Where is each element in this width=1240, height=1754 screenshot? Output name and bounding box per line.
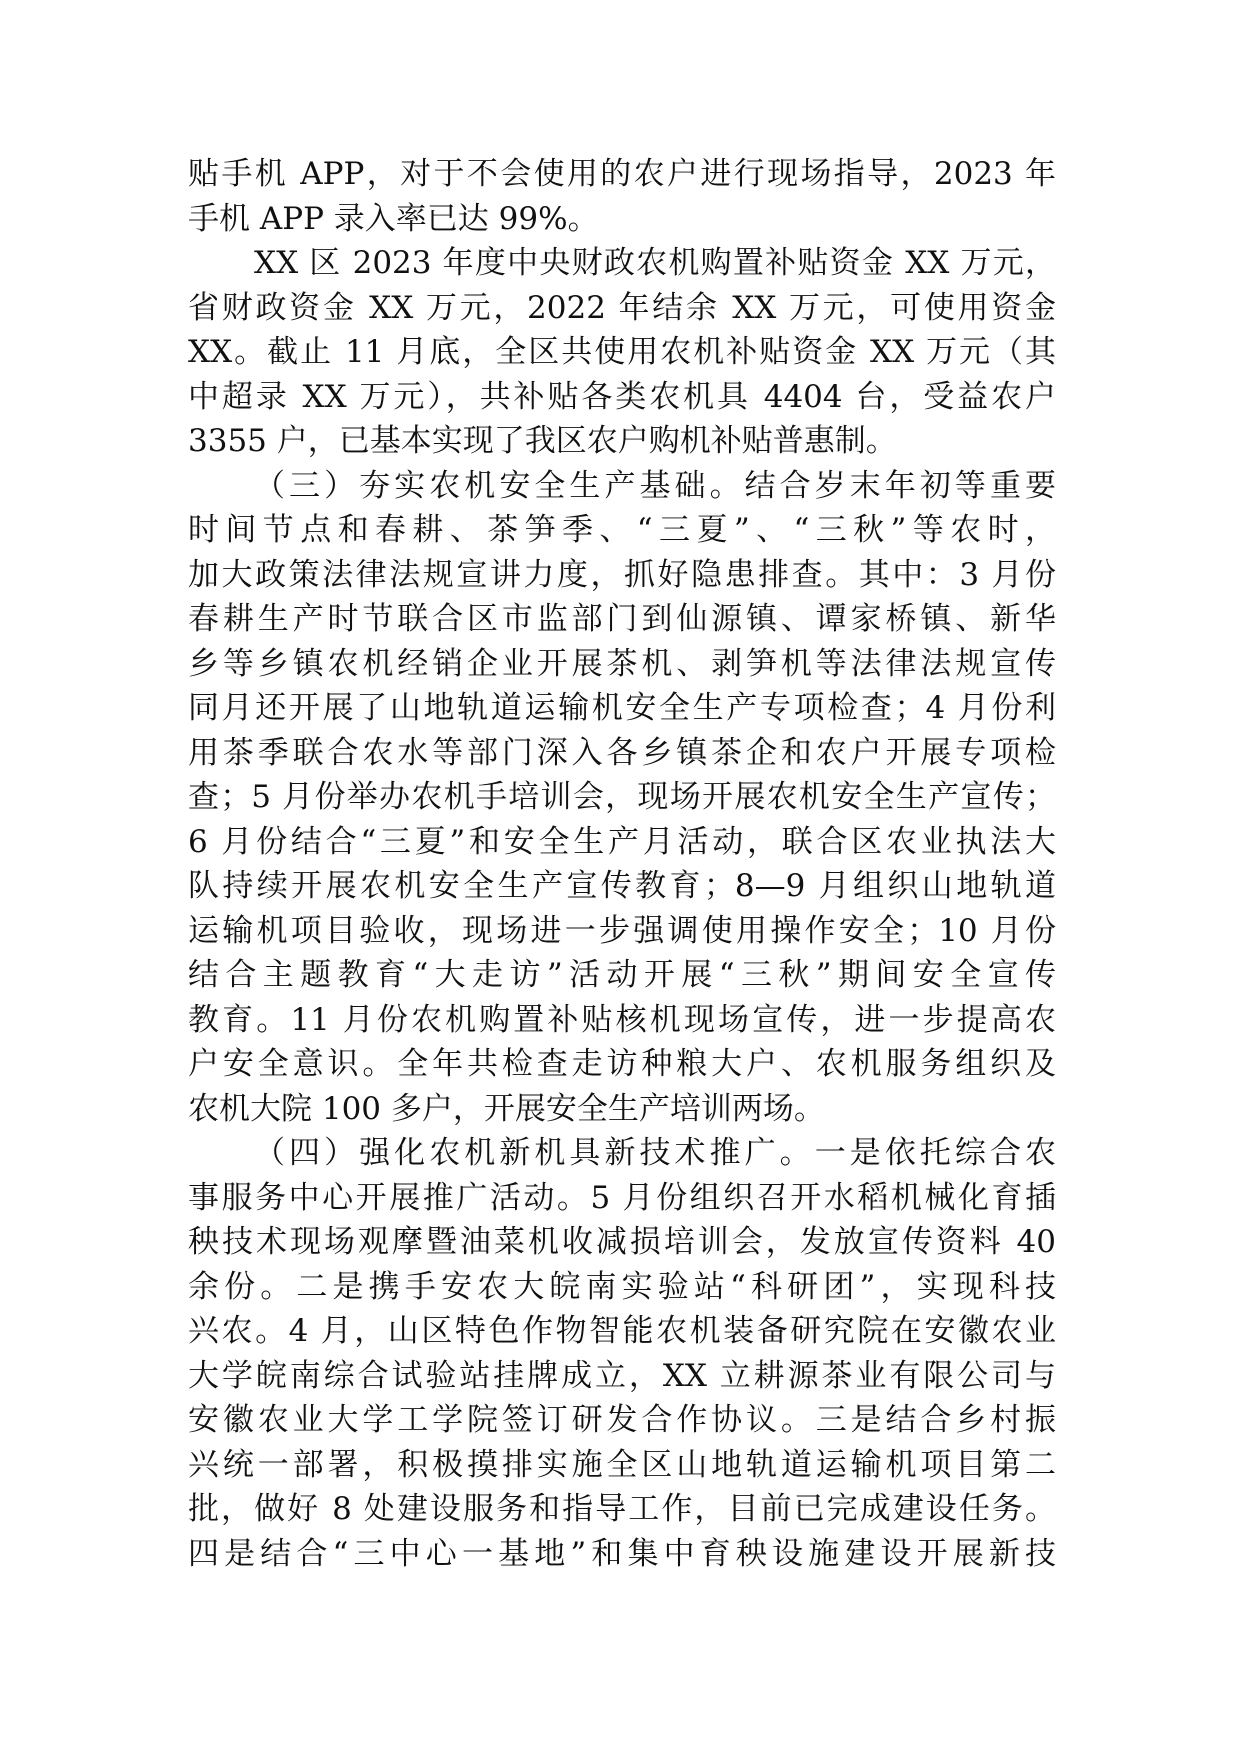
text-line: 秧技术现场观摩暨油菜机收减损培训会，发放宣传资料 40 — [188, 1224, 1056, 1260]
text-line: 中超录 XX 万元），共补贴各类农机具 4404 台，受益农户 — [188, 378, 1056, 415]
text-line: 教育。11 月份农机购置补贴核机现场宣传，进一步提高农 — [188, 1001, 1056, 1038]
text-line: 农机大院 100 多户，开展安全生产培训两场。 — [188, 1090, 825, 1127]
document-body — [188, 152, 1056, 1576]
text-line: 手机 APP 录入率已达 99%。 — [188, 200, 599, 237]
text-line: 结合主题教育“大走访”活动开展“三秋”期间安全宣传 — [188, 957, 1056, 993]
text-line: 批，做好 8 处建设服务和指导工作，目前已完成建设任务。 — [188, 1491, 1056, 1527]
text-line: 事服务中心开展推广活动。5 月份组织召开水稻机械化育插 — [188, 1179, 1056, 1216]
text-line: 安徽农业大学工学院签订研发合作协议。三是结合乡村振 — [188, 1402, 1056, 1438]
text-line: 用茶季联合农水等部门深入各乡镇茶企和农户开展专项检 — [188, 734, 1056, 771]
text-line: 时间节点和春耕、茶笋季、“三夏”、“三秋”等农时， — [188, 512, 1056, 548]
text-line: XX 区 2023 年度中央财政农机购置补贴资金 XX 万元， — [254, 245, 1056, 281]
text-line: 贴手机 APP，对于不会使用的农户进行现场指导，2023 年 — [188, 156, 1056, 192]
text-line: 余份。二是携手安农大皖南实验站“科研团”，实现科技 — [188, 1268, 1056, 1305]
text-line: 3355 户，已基本实现了我区农户购机补贴普惠制。 — [188, 423, 897, 459]
text-line: 大学皖南综合试验站挂牌成立，XX 立耕源茶业有限公司与 — [188, 1357, 1056, 1394]
text-line: XX。截止 11 月底，全区共使用农机补贴资金 XX 万元（其 — [188, 334, 1056, 370]
text-line: 四是结合“三中心一基地”和集中育秧设施建设开展新技 — [188, 1535, 1056, 1572]
text-line: 同月还开展了山地轨道运输机安全生产专项检查；4 月份利 — [188, 690, 1056, 726]
text-line: 运输机项目验收，现场进一步强调使用操作安全；10 月份 — [188, 912, 1056, 949]
text-line: （四）强化农机新机具新技术推广。一是依托综合农 — [254, 1135, 1056, 1171]
text-line: 兴农。4 月，山区特色作物智能农机装备研究院在安徽农业 — [188, 1313, 1056, 1349]
text-line: （三）夯实农机安全生产基础。结合岁末年初等重要 — [254, 467, 1056, 504]
text-line: 加大政策法律法规宣讲力度，抓好隐患排查。其中：3 月份 — [188, 556, 1056, 593]
text-line: 查；5 月份举办农机手培训会，现场开展农机安全生产宣传； — [188, 779, 1056, 815]
text-line: 兴统一部署，积极摸排实施全区山地轨道运输机项目第二 — [188, 1446, 1056, 1483]
text-line: 乡等乡镇农机经销企业开展茶机、剥笋机等法律法规宣传 — [188, 645, 1056, 682]
text-line: 队持续开展农机安全生产宣传教育；8—9 月组织山地轨道 — [188, 868, 1056, 904]
text-line: 6 月份结合“三夏”和安全生产月活动，联合区农业执法大 — [188, 823, 1056, 860]
text-line: 省财政资金 XX 万元，2022 年结余 XX 万元，可使用资金 — [188, 289, 1056, 326]
text-line: 春耕生产时节联合区市监部门到仙源镇、谭家桥镇、新华 — [188, 601, 1056, 637]
text-line: 户安全意识。全年共检查走访种粮大户、农机服务组织及 — [188, 1046, 1056, 1082]
